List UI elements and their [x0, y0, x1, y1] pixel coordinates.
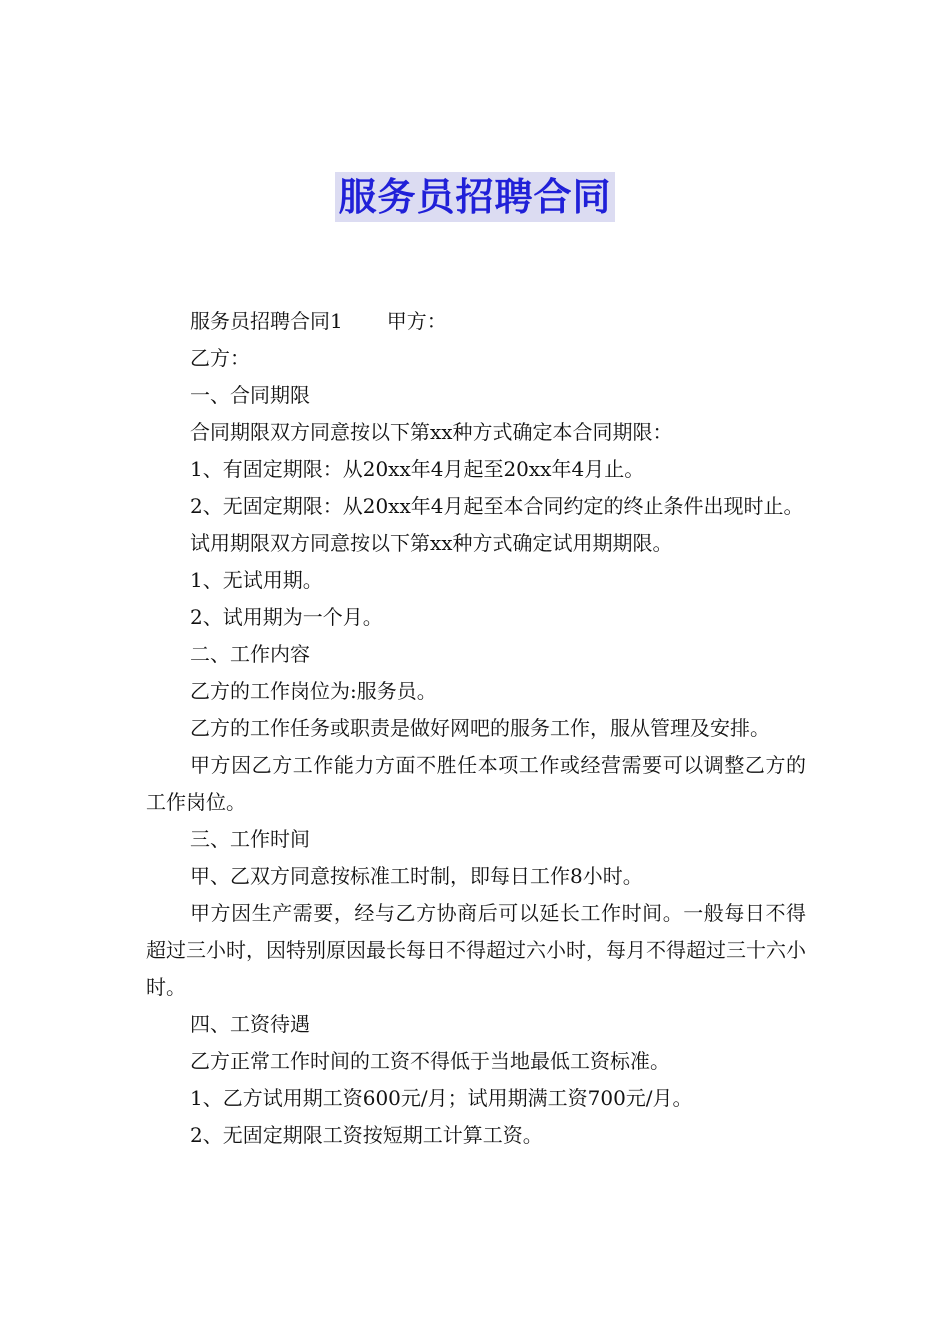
paragraph-6: 2、无固定期限：从20xx年4月起至本合同约定的终止条件出现时止。 [190, 494, 804, 518]
paragraph-9: 2、试用期为一个月。 [190, 605, 383, 629]
section-heading-1: 一、合同期限 [190, 383, 310, 407]
paragraph-19: 1、乙方试用期工资600元/月；试用期满工资700元/月。 [190, 1086, 693, 1110]
paragraph-18: 乙方正常工作时间的工资不得低于当地最低工资标准。 [190, 1049, 670, 1073]
paragraph-7: 试用期限双方同意按以下第xx种方式确定试用期期限。 [190, 531, 673, 555]
paragraph-15: 甲、乙双方同意按标准工时制，即每日工作8小时。 [190, 864, 643, 888]
contract-heading: 服务员招聘合同1 [190, 309, 343, 333]
document-title: 服务员招聘合同 [335, 172, 614, 222]
section-heading-2: 二、工作内容 [190, 642, 310, 666]
paragraph-12: 乙方的工作任务或职责是做好网吧的服务工作，服从管理及安排。 [190, 716, 770, 740]
paragraph-8: 1、无试用期。 [190, 568, 323, 592]
section-heading-3: 三、工作时间 [190, 827, 310, 851]
paragraph-11: 乙方的工作岗位为:服务员。 [190, 679, 437, 703]
paragraph-4: 合同期限双方同意按以下第xx种方式确定本合同期限： [190, 420, 673, 444]
section-heading-4: 四、工资待遇 [190, 1012, 310, 1036]
paragraph-16: 甲方因生产需要，经与乙方协商后可以延长工作时间。一般每日不得超过三小时，因特别原因最长每日不得超过六小时，每月不得超过三十六小时。 [146, 901, 806, 999]
paragraph-5: 1、有固定期限：从20xx年4月起至20xx年4月止。 [190, 457, 645, 481]
paragraph-1 [146, 303, 806, 340]
paragraph-20: 2、无固定期限工资按短期工计算工资。 [190, 1123, 543, 1147]
document-body [146, 303, 806, 1154]
document-title-wrapper [0, 172, 950, 222]
paragraph-2: 乙方： [190, 346, 250, 370]
paragraph-13: 甲方因乙方工作能力方面不胜任本项工作或经营需要可以调整乙方的工作岗位。 [146, 753, 806, 814]
party-a-label: 甲方： [386, 309, 447, 333]
